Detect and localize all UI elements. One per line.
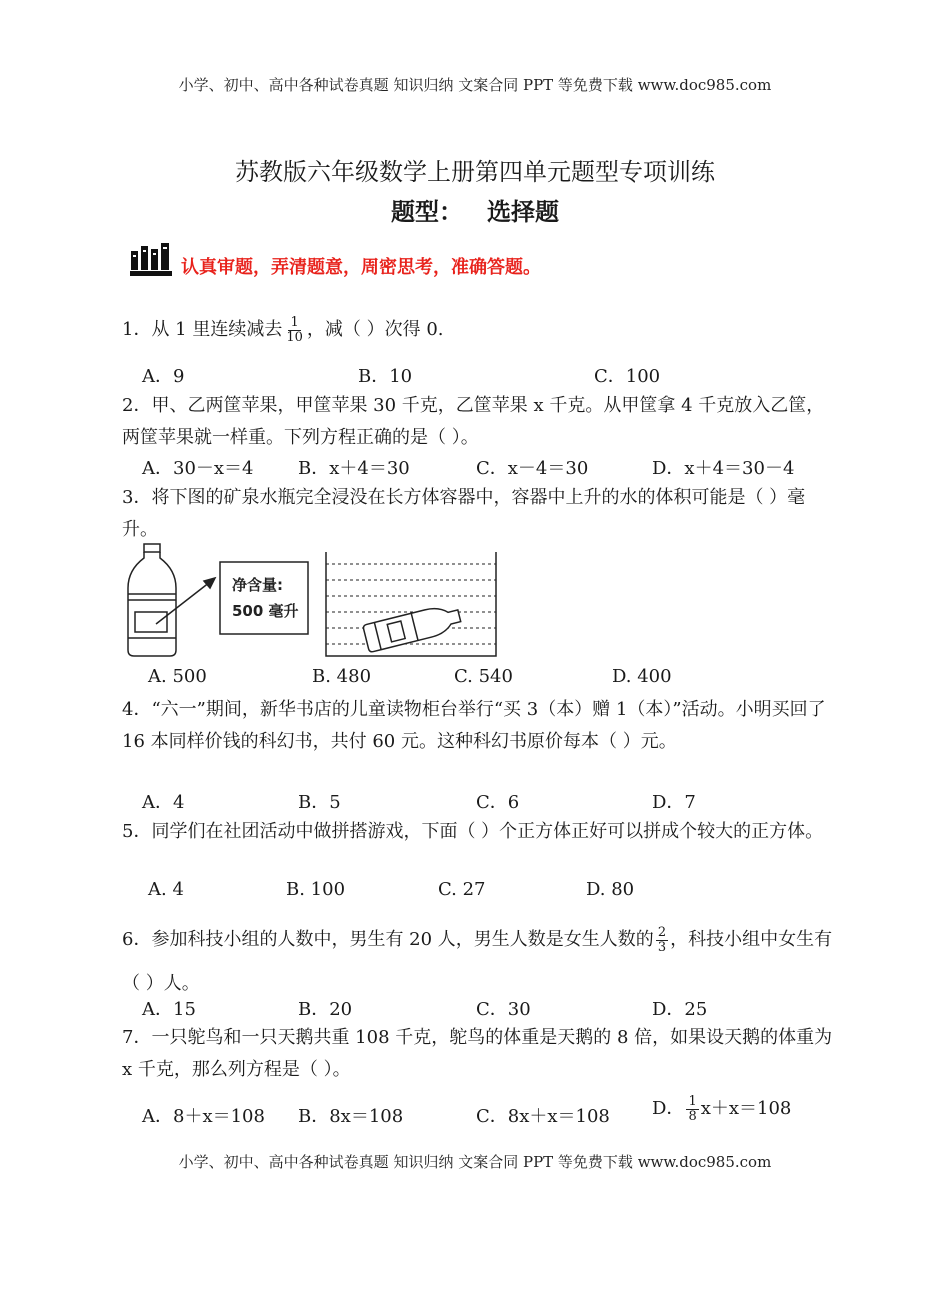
fraction: $\frac{1}{8}$	[688, 1093, 697, 1124]
page-footer: 小学、初中、高中各种试卷真题 知识归纳 文案合同 PPT 等免费下载 www.doc985.com	[178, 1153, 772, 1171]
question-7: 7．一只鸵鸟和一只天鹅共重 108 千克，鸵鸟的体重是天鹅的 8 倍，如果设天鹅的体重为 x 千克，那么列方程是（ ）。	[122, 1027, 833, 1080]
bottle-icon	[128, 544, 176, 656]
option-a[interactable]: A．4	[142, 792, 185, 813]
question-1: 1．从 1 里连续减去 $\frac{1}{10}$ ，减（ ）次得 0.	[122, 314, 444, 345]
option-d[interactable]: D．7	[652, 792, 696, 813]
question-2: 2．甲、乙两筐苹果，甲筐苹果 30 千克，乙筐苹果 x 千克。从甲筐拿 4 千克放入乙筐，两筐苹果就一样重。下列方程正确的是（ ）。	[122, 395, 825, 448]
subtitle-value: 选择题	[487, 197, 559, 226]
option-b[interactable]: B．20	[298, 999, 353, 1020]
option-d[interactable]: D．25	[652, 999, 708, 1020]
fraction: $\frac{2}{3}$	[657, 924, 667, 955]
option-b[interactable]: B．5	[298, 792, 341, 813]
label-box	[220, 562, 308, 634]
label-line-1: 净含量:	[232, 576, 283, 594]
option-c[interactable]: C．30	[476, 999, 531, 1020]
option-d[interactable]: D. 400	[612, 666, 672, 687]
submerged-bottle-icon	[363, 602, 463, 652]
option-b[interactable]: B. 100	[286, 879, 346, 900]
option-c[interactable]: C．100	[594, 366, 661, 387]
arrow-icon	[156, 578, 215, 624]
subtitle-label: 题型：	[391, 197, 463, 226]
question-5: 5．同学们在社团活动中做拼搭游戏，下面（ ）个正方体正好可以拼成个较大的正方体。	[122, 821, 824, 842]
page-subtitle	[0, 192, 950, 227]
question-4: 4．“六一”期间，新华书店的儿童读物柜台举行“买 3（本）赠 1（本）”活动。小明买回了 16 本同样价钱的科幻书，共付 60 元。这种科幻书原价每本（ ）元。	[122, 699, 826, 752]
option-a[interactable]: A．15	[142, 999, 196, 1020]
option-d[interactable]: D． $\frac{1}{8}$ x＋x＝108	[652, 1093, 792, 1124]
fraction: $\frac{1}{10}$	[286, 314, 303, 345]
bottle-container-figure	[122, 542, 502, 660]
option-c[interactable]: C. 540	[454, 666, 513, 687]
page-title: 苏教版六年级数学上册第四单元题型专项训练	[235, 158, 715, 186]
books-icon	[128, 241, 174, 277]
option-b[interactable]: B．10	[358, 366, 413, 387]
option-b[interactable]: B．x＋4＝30	[298, 458, 410, 479]
option-d[interactable]: D. 80	[586, 879, 635, 900]
question-6: 6．参加科技小组的人数中，男生有 20 人，男生人数是女生人数的 $\frac{2}{3}$ ，科技小组中女生有（ ）人。	[122, 924, 833, 994]
label-line-2: 500 毫升	[232, 602, 299, 620]
option-c[interactable]: C．8x＋x＝108	[476, 1106, 610, 1127]
option-a[interactable]: A．9	[142, 366, 185, 387]
option-a[interactable]: A. 500	[148, 666, 207, 687]
option-d[interactable]: D．x＋4＝30－4	[652, 458, 795, 479]
option-a[interactable]: A．30－x＝4	[142, 458, 254, 479]
option-c[interactable]: C．x－4＝30	[476, 458, 589, 479]
option-c[interactable]: C. 27	[438, 879, 486, 900]
motto-text: 认真审题，弄清题意，周密思考，准确答题。	[181, 257, 541, 278]
page-header: 小学、初中、高中各种试卷真题 知识归纳 文案合同 PPT 等免费下载 www.doc985.com	[178, 76, 772, 94]
option-c[interactable]: C．6	[476, 792, 520, 813]
option-a[interactable]: A．8＋x＝108	[142, 1106, 265, 1127]
option-b[interactable]: B. 480	[312, 666, 372, 687]
option-b[interactable]: B．8x＝108	[298, 1106, 404, 1127]
option-a[interactable]: A. 4	[148, 879, 184, 900]
question-3: 3．将下图的矿泉水瓶完全浸没在长方体容器中，容器中上升的水的体积可能是（ ）毫升。	[122, 487, 806, 540]
